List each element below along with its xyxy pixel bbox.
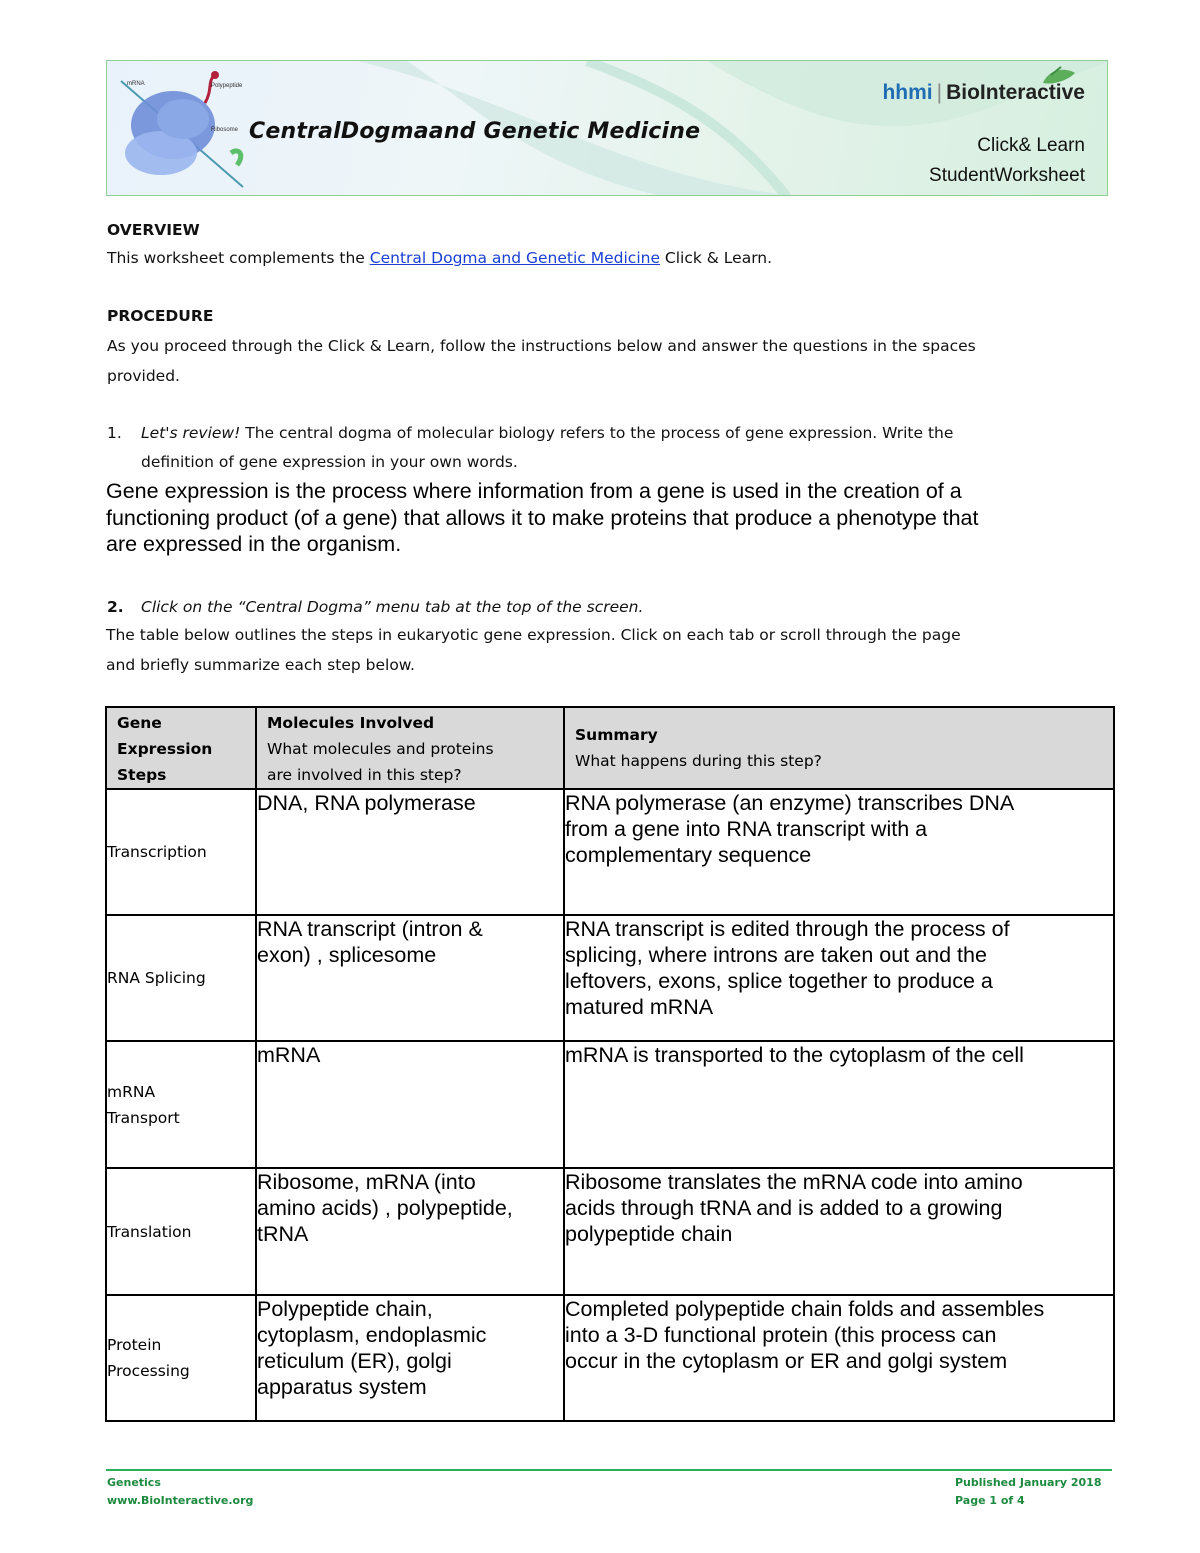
question-1-line-2: definition of gene expression in your own words.	[141, 453, 518, 471]
logo-biointeractive: BioInteractive	[946, 81, 1085, 104]
table-row	[106, 915, 1114, 1041]
molecules-cell	[256, 1041, 564, 1168]
summary-line: complementary sequence	[565, 843, 812, 867]
question-2-line-2: and briefly summarize each step below.	[106, 656, 415, 674]
step-label: Protein	[107, 1336, 162, 1354]
step-label: Transport	[107, 1108, 180, 1127]
table-row	[106, 1041, 1114, 1168]
header-molecules	[256, 707, 564, 789]
molecules-line: DNA, RNA polymerase	[257, 791, 476, 815]
procedure-line-2: provided.	[107, 367, 180, 385]
molecules-cell	[256, 789, 564, 915]
summary-line: RNA transcript is edited through the process of	[565, 917, 1010, 941]
procedure-line-1: As you proceed through the Click & Learn, follow the instructions below and answer the questions in the spaces	[107, 337, 976, 355]
step-cell	[106, 1295, 256, 1421]
footer-divider	[106, 1469, 1112, 1471]
summary-cell	[564, 789, 1114, 915]
header-step-line: Gene	[117, 714, 162, 732]
header-molecules-title: Molecules Involved	[267, 714, 435, 732]
summary-cell	[564, 1295, 1114, 1421]
overview-text-before: This worksheet complements the	[107, 249, 370, 267]
header-step-line: Expression	[117, 740, 213, 758]
footer-subject: Genetics	[107, 1476, 161, 1489]
molecules-line: cytoplasm, endoplasmic	[257, 1323, 487, 1347]
molecules-line: amino acids) , polypeptide,	[257, 1196, 513, 1220]
header-molecules-text	[257, 708, 563, 788]
molecules-line: reticulum (ER), golgi	[257, 1349, 452, 1373]
logo-separator: |	[936, 81, 943, 104]
question-2-line-1: The table below outlines the steps in eukaryotic gene expression. Click on each tab or scroll through the page	[106, 626, 961, 644]
hhmi-biointeractive-logo	[882, 81, 1085, 105]
question-1-answer-line: functioning product (of a gene) that allows it to make proteins that produce a phenotype that	[106, 506, 979, 530]
summary-line: from a gene into RNA transcript with a	[565, 817, 928, 841]
question-1-italic: Let's review!	[141, 424, 241, 442]
question-2-italic: Click on the “Central Dogma” menu tab at the top of the screen.	[141, 598, 644, 616]
gene-expression-table	[105, 706, 1115, 1422]
molecules-line: Polypeptide chain,	[257, 1297, 433, 1321]
step-cell	[106, 915, 256, 1041]
summary-cell	[564, 1168, 1114, 1295]
molecules-cell	[256, 915, 564, 1041]
summary-line: occur in the cytoplasm or ER and golgi system	[565, 1349, 1008, 1373]
question-1-text: The central dogma of molecular biology refers to the process of gene expression. Write the	[240, 424, 954, 442]
header-molecules-sub: What molecules and proteins	[267, 740, 494, 758]
subtitle-click-learn: Click& Learn	[977, 135, 1085, 156]
summary-line: RNA polymerase (an enzyme) transcribes DNA	[565, 791, 1015, 815]
header-summary-title: Summary	[575, 726, 658, 744]
table-row	[106, 1168, 1114, 1295]
summary-line: mRNA is transported to the cytoplasm of the cell	[565, 1043, 1024, 1067]
summary-cell	[564, 1041, 1114, 1168]
summary-line: Ribosome translates the mRNA code into amino	[565, 1170, 1023, 1194]
overview-text-after: Click & Learn.	[660, 249, 773, 267]
question-1-number: 1.	[107, 424, 122, 442]
molecules-line: tRNA	[257, 1222, 309, 1246]
summary-cell	[564, 915, 1114, 1041]
diagram-label-ribosome: Ribosome	[211, 127, 239, 133]
table-row	[106, 789, 1114, 915]
question-1-line-1	[141, 418, 953, 448]
molecules-cell	[256, 1168, 564, 1295]
molecules-line: Ribosome, mRNA (into	[257, 1170, 476, 1194]
molecules-line: apparatus system	[257, 1375, 427, 1399]
footer-website[interactable]: www.BioInteractive.org	[107, 1494, 254, 1507]
summary-line: acids through tRNA and is added to a growing	[565, 1196, 1003, 1220]
step-label: Translation	[107, 1222, 192, 1241]
procedure-heading: PROCEDURE	[107, 307, 214, 325]
header-step-text	[107, 708, 255, 788]
summary-line: Completed polypeptide chain folds and assembles	[565, 1297, 1045, 1321]
header-banner	[106, 60, 1108, 196]
header-summary-sub: What happens during this step?	[575, 752, 822, 770]
header-step	[106, 707, 256, 789]
molecules-line: exon) , splicesome	[257, 943, 437, 967]
header-summary	[564, 707, 1114, 789]
summary-line: into a 3-D functional protein (this process can	[565, 1323, 997, 1347]
step-label: mRNA	[107, 1082, 156, 1101]
overview-text	[107, 243, 772, 273]
step-label: Processing	[107, 1362, 190, 1380]
step-label: Transcription	[107, 843, 207, 861]
logo-hhmi: hhmi	[882, 81, 933, 104]
document-title: CentralDogmaand Genetic Medicine	[249, 119, 701, 144]
table-row	[106, 1295, 1114, 1421]
header-summary-text	[565, 708, 1113, 774]
diagram-label-mrna: mRNA	[127, 81, 145, 87]
molecules-cell	[256, 1295, 564, 1421]
table-header-row	[106, 707, 1114, 789]
summary-line: splicing, where introns are taken out and the	[565, 943, 987, 967]
footer-published: Published January 2018	[955, 1476, 1102, 1489]
step-cell	[106, 1168, 256, 1295]
overview-heading: OVERVIEW	[107, 221, 200, 239]
question-2-number: 2.	[107, 598, 124, 616]
summary-line: matured mRNA	[565, 995, 714, 1019]
step-label: RNA Splicing	[107, 969, 206, 987]
central-dogma-link[interactable]: Central Dogma and Genetic Medicine	[369, 249, 660, 267]
header-molecules-sub: are involved in this step?	[267, 766, 462, 784]
diagram-label-polypeptide: Polypeptide	[211, 83, 243, 89]
subtitle-student-worksheet: StudentWorksheet	[929, 165, 1085, 186]
footer-page-number: Page 1 of 4	[955, 1494, 1025, 1507]
step-cell	[106, 789, 256, 915]
summary-line: polypeptide chain	[565, 1222, 733, 1246]
molecules-line: RNA transcript (intron &	[257, 917, 483, 941]
summary-line: leftovers, exons, splice together to produce a	[565, 969, 993, 993]
step-cell	[106, 1041, 256, 1168]
molecules-line: mRNA	[257, 1043, 321, 1067]
header-step-line: Steps	[117, 766, 167, 784]
question-1-answer-line: Gene expression is the process where information from a gene is used in the creation of a	[106, 479, 962, 503]
question-1-answer-line: are expressed in the organism.	[106, 532, 402, 556]
